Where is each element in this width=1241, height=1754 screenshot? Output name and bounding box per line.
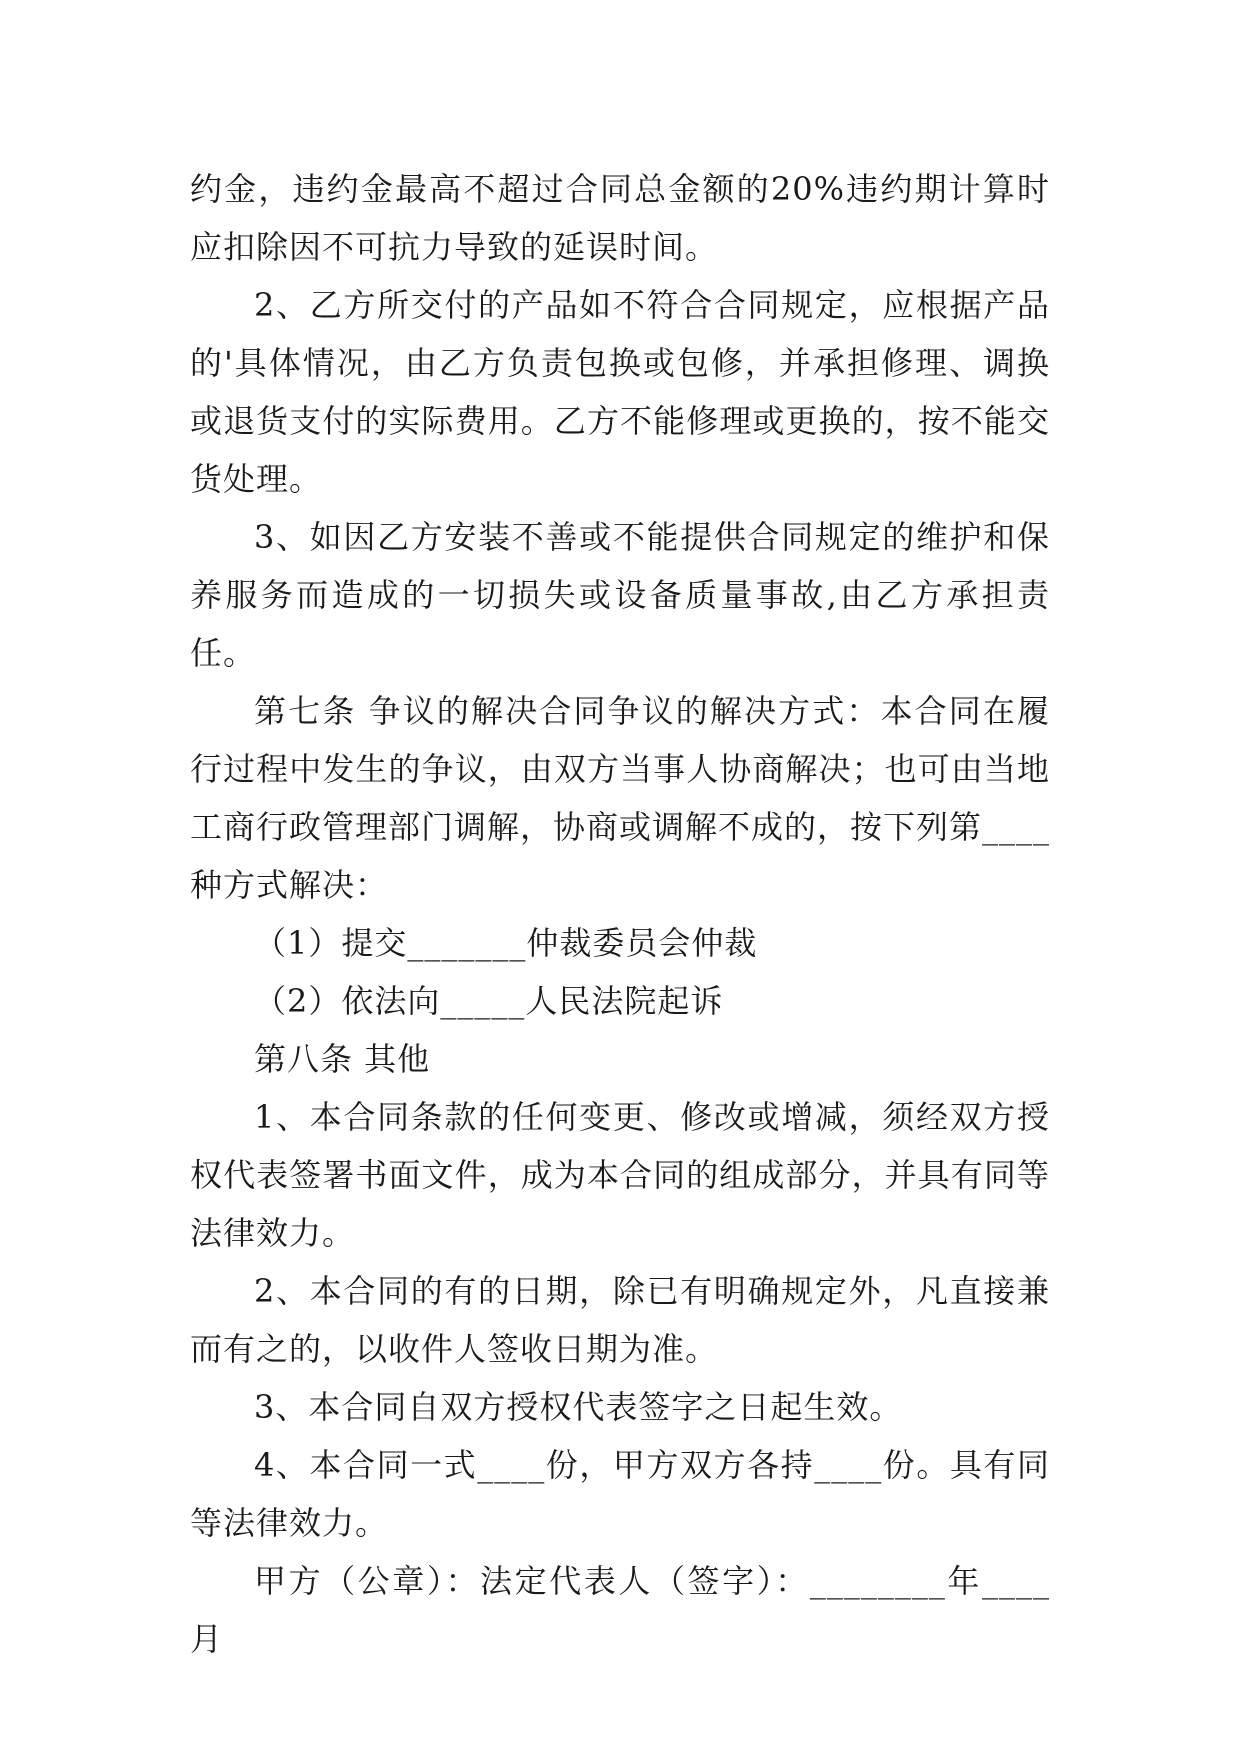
paragraph-article-7-dispute-resolution: 第七条 争议的解决合同争议的解决方式：本合同在履行过程中发生的争议，由双方当事人协商解决；也可由当地工商行政管理部门调解，协商或调解不成的，按下列第____种方式解决： xyxy=(190,692,1051,904)
paragraph-penalty-continuation: 约金，违约金最高不超过合同总金额的20%违约期计算时应扣除因不可抗力导致的延误时间。 xyxy=(190,170,1050,266)
paragraph-clause-2-nonconforming-products: 2、乙方所交付的产品如不符合合同规定，应根据产品的'具体情况，由乙方负责包换或包修，并承担修理、调换或退货支付的实际费用。乙方不能修理或更换的，按不能交货处理。 xyxy=(190,286,1050,498)
paragraph-option-1-arbitration: （1）提交_______仲裁委员会仲裁 xyxy=(254,924,758,962)
document-body xyxy=(190,160,1050,1668)
paragraph-party-a-signature: 甲方（公章）：法定代表人（签字）：________年____月 xyxy=(190,1562,1050,1658)
paragraph-other-2-dates: 2、本合同的有的日期，除已有明确规定外，凡直接兼而有之的，以收件人签收日期为准。 xyxy=(190,1272,1050,1368)
paragraph-other-4-copies: 4、本合同一式____份，甲方双方各持____份。具有同等法律效力。 xyxy=(190,1446,1050,1542)
paragraph-clause-3-installation-liability: 3、如因乙方安装不善或不能提供合同规定的维护和保养服务而造成的一切损失或设备质量事故,由乙方承担责任。 xyxy=(190,518,1050,672)
paragraph-option-2-court: （2）依法向_____人民法院起诉 xyxy=(254,982,724,1020)
paragraph-other-1-amendments: 1、本合同条款的任何变更、修改或增减，须经双方授权代表签署书面文件，成为本合同的组成部分，并具有同等法律效力。 xyxy=(190,1098,1050,1252)
heading-article-8-other: 第八条 其他 xyxy=(254,1040,431,1078)
paragraph-other-3-effective: 3、本合同自双方授权代表签字之日起生效。 xyxy=(254,1388,903,1426)
